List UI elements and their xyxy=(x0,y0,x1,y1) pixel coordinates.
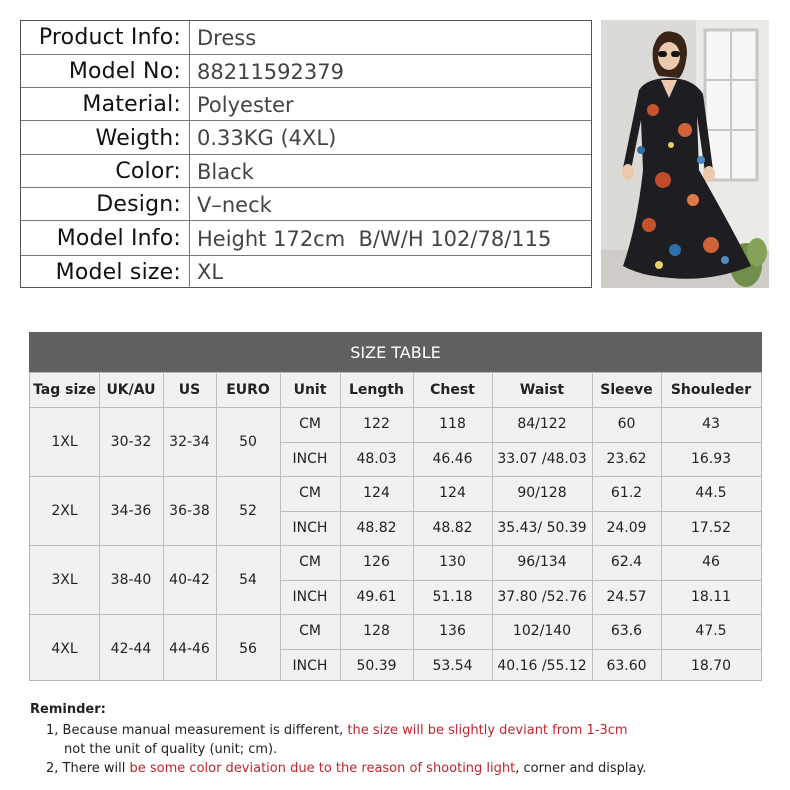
info-row-product xyxy=(21,21,591,54)
size-length-cell: 49.61 xyxy=(356,588,397,605)
divider xyxy=(280,511,761,512)
model-photo xyxy=(601,20,769,288)
size-length-cell: 128 xyxy=(363,623,390,640)
info-row-model-info xyxy=(21,220,591,256)
divider xyxy=(661,373,662,680)
reminder-text: not the unit of quality (unit; cm). xyxy=(64,742,278,757)
size-chest-cell: 118 xyxy=(439,416,466,433)
size-length-cell: 48.03 xyxy=(356,450,397,467)
size-sleeve-cell: 61.2 xyxy=(610,485,643,502)
size-sleeve-cell: 63.60 xyxy=(606,657,647,674)
size-euro-cell: 56 xyxy=(239,640,257,657)
size-length-cell: 124 xyxy=(363,485,390,502)
info-label: Material: xyxy=(82,92,181,117)
info-value: Black xyxy=(197,159,254,184)
reminder-highlight: the size will be slightly deviant from 1-3cm xyxy=(347,723,628,738)
divider xyxy=(189,55,190,88)
info-value: 0.33KG (4XL) xyxy=(197,126,337,150)
info-label: Model size: xyxy=(55,259,181,285)
divider xyxy=(189,155,190,188)
size-uk-cell: 42-44 xyxy=(110,640,152,657)
size-chest-cell: 136 xyxy=(439,623,466,640)
info-value: Polyester xyxy=(197,92,294,117)
column-header: Waist xyxy=(519,382,565,398)
reminder-highlight: be some color deviation due to the reason of shooting light xyxy=(129,761,516,776)
size-uk-cell: 34-36 xyxy=(110,502,152,519)
info-row-model-no xyxy=(21,54,591,88)
size-tag-cell: 2XL xyxy=(51,502,78,519)
size-us-cell: 36-38 xyxy=(169,502,210,519)
info-row-material xyxy=(21,87,591,121)
divider xyxy=(280,373,281,680)
size-sleeve-cell: 63.6 xyxy=(610,623,643,640)
size-tag-cell: 3XL xyxy=(51,571,78,588)
size-unit-cell: INCH xyxy=(292,519,328,536)
size-chest-cell: 46.46 xyxy=(432,450,473,467)
info-row-color xyxy=(21,154,591,188)
size-length-cell: 122 xyxy=(363,416,390,433)
info-row-model-size xyxy=(21,255,591,288)
reminder-line-1-cont xyxy=(64,742,277,757)
info-label: Weigth: xyxy=(95,125,181,151)
divider xyxy=(189,221,190,256)
divider xyxy=(340,373,341,680)
info-label: Model Info: xyxy=(56,226,181,251)
info-label: Design: xyxy=(96,192,181,217)
size-table-body xyxy=(29,372,762,681)
size-table-title: SIZE TABLE xyxy=(29,332,762,372)
divider xyxy=(592,373,593,680)
size-us-cell: 44-46 xyxy=(169,640,210,657)
size-waist-cell: 33.07 /48.03 xyxy=(497,450,587,467)
size-unit-cell: CM xyxy=(299,554,321,571)
size-sleeve-cell: 60 xyxy=(617,416,636,433)
size-tag-cell: 1XL xyxy=(51,433,78,450)
column-header: UK/AU xyxy=(106,382,156,398)
model-photo-illustration xyxy=(601,20,769,288)
divider xyxy=(216,373,217,680)
size-shoulder-cell: 44.5 xyxy=(695,485,727,502)
size-table xyxy=(29,332,762,681)
size-waist-cell: 37.80 /52.76 xyxy=(497,588,587,605)
divider xyxy=(413,373,414,680)
reminder-line-1 xyxy=(46,723,628,738)
product-info-table xyxy=(20,20,592,288)
size-shoulder-cell: 17.52 xyxy=(690,519,732,536)
size-unit-cell: CM xyxy=(299,485,321,502)
info-value: V–neck xyxy=(197,192,272,217)
size-waist-cell: 102/140 xyxy=(512,623,572,640)
size-uk-cell: 30-32 xyxy=(110,433,152,450)
size-tag-cell: 4XL xyxy=(51,640,78,657)
size-euro-cell: 52 xyxy=(239,502,257,519)
column-header: Tag size xyxy=(33,382,96,398)
size-unit-cell: INCH xyxy=(292,588,328,605)
size-waist-cell: 90/128 xyxy=(517,485,567,502)
size-unit-cell: CM xyxy=(299,416,321,433)
size-sleeve-cell: 24.57 xyxy=(606,588,647,605)
divider xyxy=(280,442,761,443)
divider xyxy=(189,256,190,288)
info-value: Height 172cm B/W/H 102/78/115 xyxy=(197,226,552,251)
size-length-cell: 50.39 xyxy=(356,657,397,674)
divider xyxy=(189,121,190,155)
reminder-title: Reminder: xyxy=(30,702,106,717)
size-shoulder-cell: 18.11 xyxy=(690,588,732,605)
info-row-design xyxy=(21,187,591,221)
size-shoulder-cell: 16.93 xyxy=(690,450,732,467)
size-chest-cell: 51.18 xyxy=(432,588,473,605)
size-length-cell: 48.82 xyxy=(356,519,397,536)
column-header: Length xyxy=(348,382,405,398)
column-header: Sleeve xyxy=(600,382,653,398)
divider xyxy=(189,188,190,221)
size-chest-cell: 53.54 xyxy=(432,657,473,674)
size-unit-cell: INCH xyxy=(292,450,328,467)
reminder-text: 2, There will xyxy=(46,761,130,776)
info-value: XL xyxy=(197,260,224,284)
column-header: Unit xyxy=(293,382,327,398)
divider xyxy=(492,373,493,680)
info-label: Model No: xyxy=(68,59,181,84)
size-shoulder-cell: 46 xyxy=(702,554,720,571)
reminder-text: , corner and display. xyxy=(515,761,647,776)
divider xyxy=(163,373,164,680)
size-euro-cell: 50 xyxy=(239,433,257,450)
size-us-cell: 32-34 xyxy=(169,433,210,450)
divider xyxy=(280,580,761,581)
size-waist-cell: 35.43/ 50.39 xyxy=(497,519,587,536)
reminder-line-2 xyxy=(46,761,646,776)
reminder-text: 1, Because manual measurement is different, xyxy=(46,723,348,738)
size-length-cell: 126 xyxy=(363,554,390,571)
column-header: Shouleder xyxy=(670,382,752,398)
info-value: Dress xyxy=(197,25,257,50)
size-sleeve-cell: 23.62 xyxy=(606,450,647,467)
size-shoulder-cell: 18.70 xyxy=(690,657,732,674)
size-unit-cell: CM xyxy=(299,623,321,640)
divider xyxy=(99,373,100,680)
size-waist-cell: 84/122 xyxy=(517,416,567,433)
column-header: EURO xyxy=(226,382,270,398)
size-euro-cell: 54 xyxy=(239,571,257,588)
divider xyxy=(280,649,761,650)
column-header: US xyxy=(178,382,201,398)
size-uk-cell: 38-40 xyxy=(110,571,152,588)
size-chest-cell: 130 xyxy=(439,554,466,571)
column-header: Chest xyxy=(430,382,475,398)
size-shoulder-cell: 43 xyxy=(702,416,720,433)
info-value: 88211592379 xyxy=(197,59,344,84)
divider xyxy=(189,21,190,54)
size-chest-cell: 48.82 xyxy=(432,519,473,536)
info-label: Product Info: xyxy=(38,25,181,50)
info-row-weight xyxy=(21,120,591,155)
size-us-cell: 40-42 xyxy=(169,571,210,588)
size-waist-cell: 40.16 /55.12 xyxy=(497,657,587,674)
size-unit-cell: INCH xyxy=(292,657,328,674)
size-shoulder-cell: 47.5 xyxy=(695,623,727,640)
info-label: Color: xyxy=(115,159,181,184)
size-waist-cell: 96/134 xyxy=(517,554,567,571)
size-chest-cell: 124 xyxy=(439,485,466,502)
divider xyxy=(189,88,190,121)
size-sleeve-cell: 62.4 xyxy=(610,554,643,571)
size-sleeve-cell: 24.09 xyxy=(606,519,647,536)
